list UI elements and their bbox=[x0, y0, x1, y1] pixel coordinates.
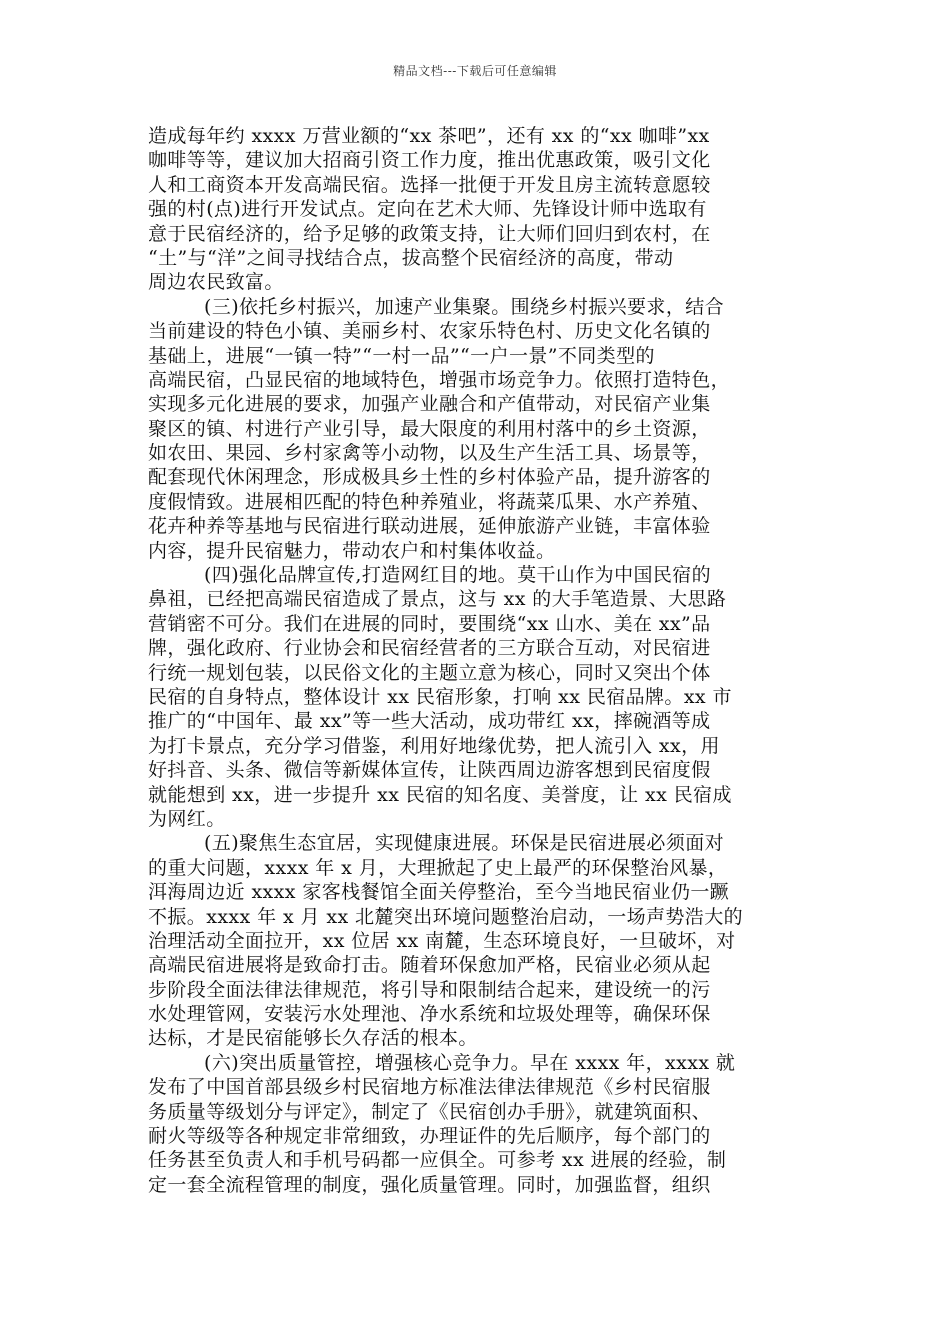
text-line: 达标，才是民宿能够长久存活的根本。 bbox=[148, 1027, 478, 1050]
text-line: 度假情致。进展相匹配的特色种养殖业，将蔬菜瓜果、水产养殖、 bbox=[148, 490, 711, 513]
text-line: 为打卡景点，充分学习借鉴，利用好地缘优势，把人流引入 xx，用 bbox=[148, 734, 720, 757]
paragraph-first-line: (六)突出质量管控，增强核心竞争力。早在 xxxx 年，xxxx 就 bbox=[204, 1051, 736, 1074]
text-line: 耐火等级等各种规定非常细致，办理证件的先后顺序，每个部门的 bbox=[148, 1125, 711, 1148]
text-line: 咖啡等等，建议加大招商引资工作力度，推出优惠政策，吸引文化 bbox=[148, 149, 711, 172]
text-line: 步阶段全面法律法律规范，将引导和限制结合起来，建设统一的污 bbox=[148, 978, 711, 1001]
text-line: 民宿的自身特点，整体设计 xx 民宿形象，打响 xx 民宿品牌。xx 市 bbox=[148, 685, 732, 708]
text-line: 强的村(点)进行开发试点。定向在艺术大师、先锋设计师中选取有 bbox=[148, 198, 707, 221]
text-line: 高端民宿，凸显民宿的地域特色，增强市场竞争力。依照打造特色， bbox=[148, 368, 731, 391]
text-line: 花卉种养等基地与民宿进行联动进展，延伸旅游产业链，丰富体验 bbox=[148, 515, 711, 538]
text-line: 实现多元化进展的要求，加强产业融合和产值带动，对民宿产业集 bbox=[148, 393, 711, 416]
text-line: 洱海周边近 xxxx 家客栈餐馆全面关停整治，至今当地民宿业仍一蹶 bbox=[148, 881, 730, 904]
text-line: “土”与“洋”之间寻找结合点，拔高整个民宿经济的高度，带动 bbox=[148, 246, 674, 269]
text-line: 高端民宿进展将是致命打击。随着环保愈加严格，民宿业必须从起 bbox=[148, 954, 711, 977]
page-header: 精品文档---下载后可任意编辑 bbox=[393, 64, 557, 78]
text-line: 人和工商资本开发高端民宿。选择一批便于开发且房主流转意愿较 bbox=[148, 173, 711, 196]
text-line: 发布了中国首部县级乡村民宿地方标准法律法律规范《乡村民宿服 bbox=[148, 1076, 711, 1099]
paragraph-first-line: (三)依托乡村振兴，加速产业集聚。围绕乡村振兴要求，结合 bbox=[204, 295, 725, 318]
text-line: 任务甚至负责人和手机号码都一应俱全。可参考 xx 进展的经验，制 bbox=[148, 1149, 727, 1172]
text-line: 定一套全流程管理的制度，强化质量管理。同时，加强监督，组织 bbox=[148, 1173, 711, 1196]
body-text bbox=[148, 124, 808, 1197]
text-line: 就能想到 xx，进一步提升 xx 民宿的知名度、美誉度，让 xx 民宿成 bbox=[148, 783, 732, 806]
text-line: 为网红。 bbox=[148, 807, 226, 830]
paragraph-first-line: (五)聚焦生态宜居，实现健康进展。环保是民宿进展必须面对 bbox=[204, 832, 725, 855]
text-line: 好抖音、头条、微信等新媒体宣传，让陕西周边游客想到民宿度假 bbox=[148, 759, 711, 782]
text-line: 意于民宿经济的，给予足够的政策支持，让大师们回归到农村，在 bbox=[148, 222, 711, 245]
text-line: 周边农民致富。 bbox=[148, 271, 284, 294]
text-line: 配套现代休闲理念，形成极具乡土性的乡村体验产品，提升游客的 bbox=[148, 466, 711, 489]
text-line: 牌，强化政府、行业协会和民宿经营者的三方联合互动，对民宿进 bbox=[148, 637, 711, 660]
text-line: 务质量等级划分与评定》，制定了《民宿创办手册》，就建筑面积、 bbox=[148, 1100, 712, 1123]
text-line: 聚区的镇、村进行产业引导，最大限度的利用村落中的乡土资源， bbox=[148, 417, 711, 440]
text-line: 当前建设的特色小镇、美丽乡村、农家乐特色村、历史文化名镇的 bbox=[148, 320, 711, 343]
paragraph-first-line: (四)强化品牌宣传,打造网红目的地。莫干山作为中国民宿的 bbox=[204, 564, 712, 587]
text-line: 如农田、果园、乡村家禽等小动物，以及生产生活工具、场景等， bbox=[148, 442, 711, 465]
text-line: 的重大问题，xxxx 年 x 月，大理掀起了史上最严的环保整治风暴， bbox=[148, 856, 728, 879]
text-line: 推广的“中国年、最 xx”等一些大活动，成功带红 xx，摔碗酒等成 bbox=[148, 710, 711, 733]
text-line: 基础上，进展“一镇一特”“一村一品”“一户一景”不同类型的 bbox=[148, 344, 655, 367]
text-line: 治理活动全面拉开，xx 位居 xx 南麓，生态环境良好，一旦破坏，对 bbox=[148, 929, 736, 952]
text-line: 造成每年约 xxxx 万营业额的“xx 茶吧”，还有 xx 的“xx 咖啡”xx bbox=[148, 125, 710, 147]
text-line: 不振。xxxx 年 x 月 xx 北麓突出环境问题整治启动，一场声势浩大的 bbox=[148, 905, 744, 928]
text-line: 行统一规划包装，以民俗文化的主题立意为核心，同时又突出个体 bbox=[148, 661, 711, 684]
text-line: 内容，提升民宿魅力，带动农户和村集体收益。 bbox=[148, 539, 556, 562]
text-line: 营销密不可分。我们在进展的同时，要围绕“xx 山水、美在 xx”品 bbox=[148, 612, 711, 635]
text-line: 水处理管网，安装污水处理池、净水系统和垃圾处理等，确保环保 bbox=[148, 1003, 711, 1026]
text-line: 鼻祖，已经把高端民宿造成了景点，这与 xx 的大手笔造景、大思路 bbox=[148, 588, 727, 611]
